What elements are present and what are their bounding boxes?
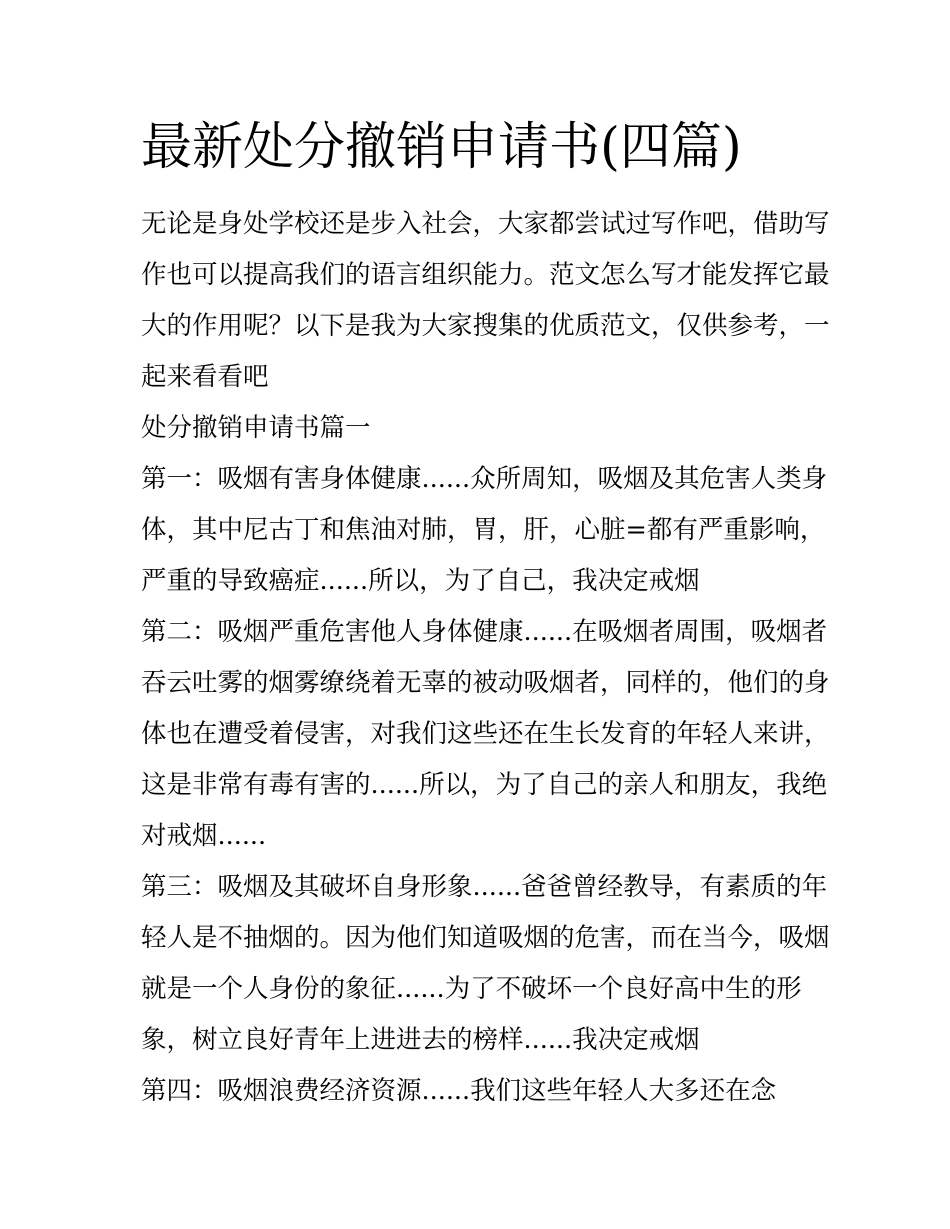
- text-line: 这是非常有毒有害的......所以，为了自己的亲人和朋友，我绝: [141, 770, 828, 800]
- section-heading: 处分撤销申请书篇一: [141, 413, 371, 443]
- text-line: 象，树立良好青年上进进去的榜样......我决定戒烟: [141, 1025, 700, 1055]
- text-line: 严重的导致癌症......所以，为了自己，我决定戒烟: [141, 566, 700, 596]
- text-line: 第四：吸烟浪费经济资源......我们这些年轻人大多还在念: [141, 1076, 777, 1106]
- text-line: 作也可以提高我们的语言组织能力。范文怎么写才能发挥它最: [141, 260, 830, 290]
- text-line: 起来看看吧: [141, 362, 269, 392]
- text-line: 吞云吐雾的烟雾缭绕着无辜的被动吸烟者，同样的，他们的身: [141, 668, 830, 698]
- text-line: 就是一个人身份的象征......为了不破坏一个良好高中生的形: [141, 974, 802, 1004]
- text-line: 体也在遭受着侵害，对我们这些还在生长发育的年轻人来讲，: [141, 719, 830, 749]
- text-line: 轻人是不抽烟的。因为他们知道吸烟的危害，而在当今，吸烟: [141, 923, 830, 953]
- text-line: 无论是身处学校还是步入社会，大家都尝试过写作吧，借助写: [141, 209, 830, 239]
- text-line: 对戒烟......: [141, 821, 267, 851]
- text-line: 体，其中尼古丁和焦油对肺，胃，肝，心脏=都有严重影响，: [141, 515, 826, 545]
- text-line: 第一：吸烟有害身体健康......众所周知，吸烟及其危害人类身: [141, 464, 828, 494]
- text-line: 第二：吸烟严重危害他人身体健康......在吸烟者周围，吸烟者: [141, 617, 828, 647]
- text-line: 大的作用呢？以下是我为大家搜集的优质范文，仅供参考，一: [141, 311, 830, 341]
- document-body: [141, 199, 830, 1117]
- text-line: 第三：吸烟及其破坏自身形象......爸爸曾经教导，有素质的年: [141, 872, 828, 902]
- document-title: 最新处分撤销申请书(四篇): [141, 118, 742, 177]
